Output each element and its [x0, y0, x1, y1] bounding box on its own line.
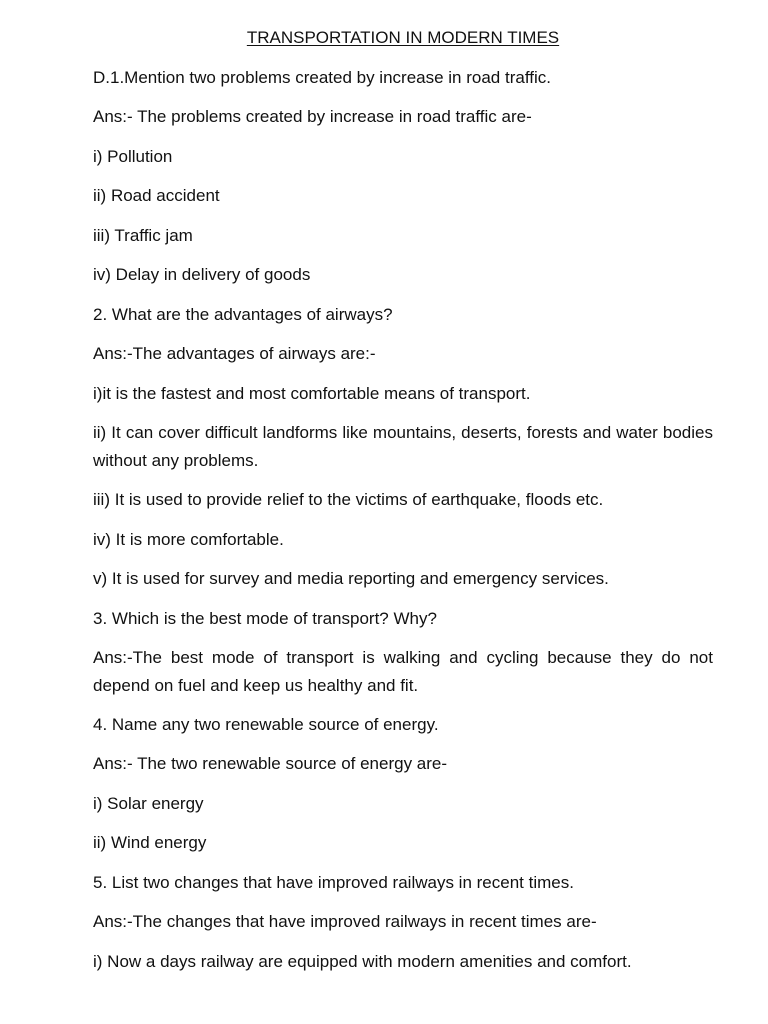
answer-2-item-5: v) It is used for survey and media reporting and emergency services.	[93, 569, 609, 588]
answer-2-item-4: iv) It is more comfortable.	[93, 530, 284, 549]
answer-1-item-3: iii) Traffic jam	[93, 226, 193, 245]
answer-4-intro: Ans:- The two renewable source of energy are-	[93, 754, 448, 773]
answer-2-intro: Ans:-The advantages of airways are:-	[93, 344, 376, 363]
answer-3: Ans:-The best mode of transport is walking and cycling because they do not depend on fuel and keep us healthy and fit.	[93, 648, 713, 695]
answer-2-item-3: iii) It is used to provide relief to the victims of earthquake, floods etc.	[93, 490, 604, 509]
question-1: D.1.Mention two problems created by increase in road traffic.	[93, 68, 551, 87]
answer-1-item-4: iv) Delay in delivery of goods	[93, 265, 311, 284]
answer-1-item-2: ii) Road accident	[93, 186, 220, 205]
question-2: 2. What are the advantages of airways?	[93, 305, 393, 324]
page-title: TRANSPORTATION IN MODERN TIMES	[246, 28, 560, 47]
question-3: 3. Which is the best mode of transport? Why?	[93, 609, 437, 628]
answer-5-intro: Ans:-The changes that have improved railways in recent times are-	[93, 912, 597, 931]
answer-1-intro: Ans:- The problems created by increase in road traffic are-	[93, 107, 532, 126]
question-5: 5. List two changes that have improved railways in recent times.	[93, 873, 574, 892]
answer-4-item-1: i) Solar energy	[93, 794, 204, 813]
answer-4-item-2: ii) Wind energy	[93, 833, 207, 852]
answer-2-item-2: ii) It can cover difficult landforms like mountains, deserts, forests and water bodies without any problems.	[93, 423, 713, 470]
answer-1-item-1: i) Pollution	[93, 147, 173, 166]
answer-2-item-1: i)it is the fastest and most comfortable means of transport.	[93, 384, 531, 403]
answer-5-item-1: i) Now a days railway are equipped with modern amenities and comfort.	[93, 952, 632, 971]
question-4: 4. Name any two renewable source of energy.	[93, 715, 439, 734]
